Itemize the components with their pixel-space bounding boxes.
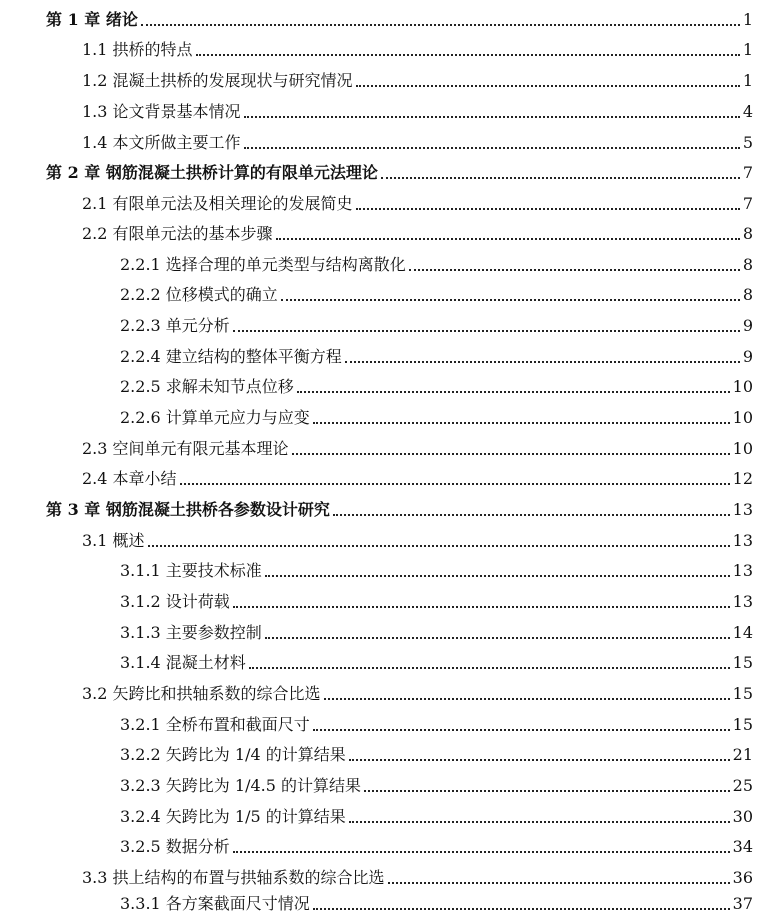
- toc-entry-title: 2.2.3 单元分析: [120, 316, 230, 335]
- toc-entry-1-3[interactable]: [0, 92, 783, 122]
- dot-leader: [356, 85, 740, 87]
- toc-entry-title: 3.2.5 数据分析: [120, 837, 230, 856]
- dot-leader: [141, 24, 740, 26]
- toc-entry-2-2[interactable]: [0, 214, 783, 244]
- dot-leader: [265, 637, 730, 639]
- toc-entry-title: 2.3 空间单元有限元基本理论: [82, 439, 289, 458]
- dot-leader: [244, 116, 740, 118]
- toc-entry-2-3[interactable]: [0, 429, 783, 459]
- toc-entry-title: 2.4 本章小结: [82, 469, 177, 488]
- toc-entry-3-1-1[interactable]: [0, 551, 783, 581]
- toc-entry-title: 1.2 混凝土拱桥的发展现状与研究情况: [82, 71, 353, 90]
- toc-entry-title: 3.2.1 全桥布置和截面尺寸: [120, 715, 310, 734]
- dot-leader: [364, 790, 730, 792]
- toc-entry-chapter-1[interactable]: [0, 0, 783, 30]
- toc-entry-2-1[interactable]: [0, 184, 783, 214]
- toc-entry-title: 第 2 章 钢筋混凝土拱桥计算的有限单元法理论: [46, 163, 378, 182]
- toc-entry-page: 5: [742, 133, 753, 152]
- toc-entry-1-2[interactable]: [0, 61, 783, 91]
- toc-entry-page: 8: [742, 224, 753, 243]
- toc-entry-title: 3.2.4 矢跨比为 1/5 的计算结果: [120, 807, 346, 826]
- toc-entry-3-1-4[interactable]: [0, 643, 783, 673]
- toc-entry-2-2-4[interactable]: [0, 337, 783, 367]
- dot-leader: [313, 908, 730, 910]
- toc-entry-1-1[interactable]: [0, 30, 783, 60]
- dot-leader: [313, 422, 730, 424]
- toc-entry-page: 34: [732, 837, 753, 856]
- dot-leader: [265, 575, 730, 577]
- toc-entry-2-2-3[interactable]: [0, 306, 783, 336]
- toc-entry-title: 2.2 有限单元法的基本步骤: [82, 224, 273, 243]
- toc-entry-3-1-2[interactable]: [0, 582, 783, 612]
- toc-entry-3-1[interactable]: [0, 521, 783, 551]
- toc-entry-1-4[interactable]: [0, 123, 783, 153]
- toc-entry-title: 3.1 概述: [82, 531, 145, 550]
- dot-leader: [356, 208, 740, 210]
- toc-entry-page: 14: [732, 623, 753, 642]
- toc-entry-page: 7: [742, 163, 753, 182]
- toc-entry-2-4[interactable]: [0, 459, 783, 489]
- toc-entry-title: 3.3.1 各方案截面尺寸情况: [120, 894, 310, 913]
- toc-entry-title: 2.2.6 计算单元应力与应变: [120, 408, 310, 427]
- toc-entry-2-2-2[interactable]: [0, 275, 783, 305]
- toc-entry-title: 第 1 章 绪论: [46, 10, 138, 29]
- dot-leader: [349, 821, 730, 823]
- toc-entry-page: 15: [732, 684, 753, 703]
- toc-entry-page: 13: [732, 592, 753, 611]
- toc-entry-page: 4: [742, 102, 753, 121]
- dot-leader: [233, 606, 730, 608]
- toc-entry-3-1-3[interactable]: [0, 613, 783, 643]
- dot-leader: [381, 177, 740, 179]
- toc-entry-3-2-5[interactable]: [0, 827, 783, 857]
- toc-entry-title: 1.3 论文背景基本情况: [82, 102, 241, 121]
- toc-entry-3-2-4[interactable]: [0, 797, 783, 827]
- toc-entry-title: 2.2.5 求解未知节点位移: [120, 377, 294, 396]
- dot-leader: [297, 391, 730, 393]
- toc-entry-page: 36: [732, 868, 753, 887]
- dot-leader: [233, 330, 740, 332]
- toc-entry-page: 7: [742, 194, 753, 213]
- toc-entry-title: 2.2.2 位移模式的确立: [120, 285, 278, 304]
- toc-entry-page: 10: [732, 408, 753, 427]
- toc-entry-page: 1: [742, 71, 753, 90]
- toc-entry-2-2-6[interactable]: [0, 398, 783, 428]
- toc-entry-3-3-1[interactable]: [0, 884, 783, 914]
- toc-entry-page: 9: [742, 347, 753, 366]
- toc-entry-page: 8: [742, 285, 753, 304]
- dot-leader: [333, 514, 730, 516]
- toc-entry-title: 3.1.1 主要技术标准: [120, 561, 262, 580]
- toc-entry-title: 3.2 矢跨比和拱轴系数的综合比选: [82, 684, 321, 703]
- toc-entry-page: 10: [732, 439, 753, 458]
- toc-entry-page: 21: [732, 745, 753, 764]
- dot-leader: [180, 483, 730, 485]
- toc-entry-title: 2.2.1 选择合理的单元类型与结构离散化: [120, 255, 406, 274]
- dot-leader: [345, 361, 740, 363]
- toc-entry-page: 30: [732, 807, 753, 826]
- toc-entry-page: 13: [732, 561, 753, 580]
- dot-leader: [324, 698, 730, 700]
- toc-entry-page: 13: [732, 531, 753, 550]
- toc-entry-title: 3.1.3 主要参数控制: [120, 623, 262, 642]
- toc-entry-2-2-1[interactable]: [0, 245, 783, 275]
- toc-entry-page: 15: [732, 653, 753, 672]
- toc-entry-title: 1.4 本文所做主要工作: [82, 133, 241, 152]
- toc-entry-title: 1.1 拱桥的特点: [82, 40, 193, 59]
- dot-leader: [292, 453, 730, 455]
- toc-entry-page: 10: [732, 377, 753, 396]
- toc-entry-3-2-3[interactable]: [0, 766, 783, 796]
- dot-leader: [233, 851, 730, 853]
- dot-leader: [249, 667, 730, 669]
- toc-entry-chapter-3[interactable]: [0, 490, 783, 520]
- toc-entry-page: 9: [742, 316, 753, 335]
- toc-entry-2-2-5[interactable]: [0, 367, 783, 397]
- toc-entry-page: 12: [732, 469, 753, 488]
- toc-entry-page: 1: [742, 40, 753, 59]
- toc-entry-title: 3.2.2 矢跨比为 1/4 的计算结果: [120, 745, 346, 764]
- toc-entry-page: 25: [732, 776, 753, 795]
- toc-entry-title: 3.1.2 设计荷载: [120, 592, 230, 611]
- toc-entry-page: 8: [742, 255, 753, 274]
- toc-entry-title: 3.1.4 混凝土材料: [120, 653, 246, 672]
- toc-entry-chapter-2[interactable]: [0, 153, 783, 183]
- dot-leader: [313, 729, 730, 731]
- dot-leader: [196, 54, 740, 56]
- toc-entry-3-2-1[interactable]: [0, 705, 783, 735]
- toc-entry-page: 15: [732, 715, 753, 734]
- toc-entry-3-2-2[interactable]: [0, 735, 783, 765]
- toc-entry-title: 2.1 有限单元法及相关理论的发展简史: [82, 194, 353, 213]
- toc-entry-3-2[interactable]: [0, 674, 783, 704]
- dot-leader: [276, 238, 740, 240]
- toc-entry-title: 3.2.3 矢跨比为 1/4.5 的计算结果: [120, 776, 361, 795]
- dot-leader: [349, 759, 730, 761]
- dot-leader: [148, 545, 730, 547]
- toc-entry-page: 13: [732, 500, 753, 519]
- toc-entry-title: 2.2.4 建立结构的整体平衡方程: [120, 347, 342, 366]
- dot-leader: [281, 299, 740, 301]
- toc-entry-title: 第 3 章 钢筋混凝土拱桥各参数设计研究: [46, 500, 330, 519]
- toc-entry-page: 37: [732, 894, 753, 913]
- dot-leader: [244, 147, 740, 149]
- toc-entry-page: 1: [742, 10, 753, 29]
- toc-entry-title: 3.3 拱上结构的布置与拱轴系数的综合比选: [82, 868, 385, 887]
- dot-leader: [409, 269, 740, 271]
